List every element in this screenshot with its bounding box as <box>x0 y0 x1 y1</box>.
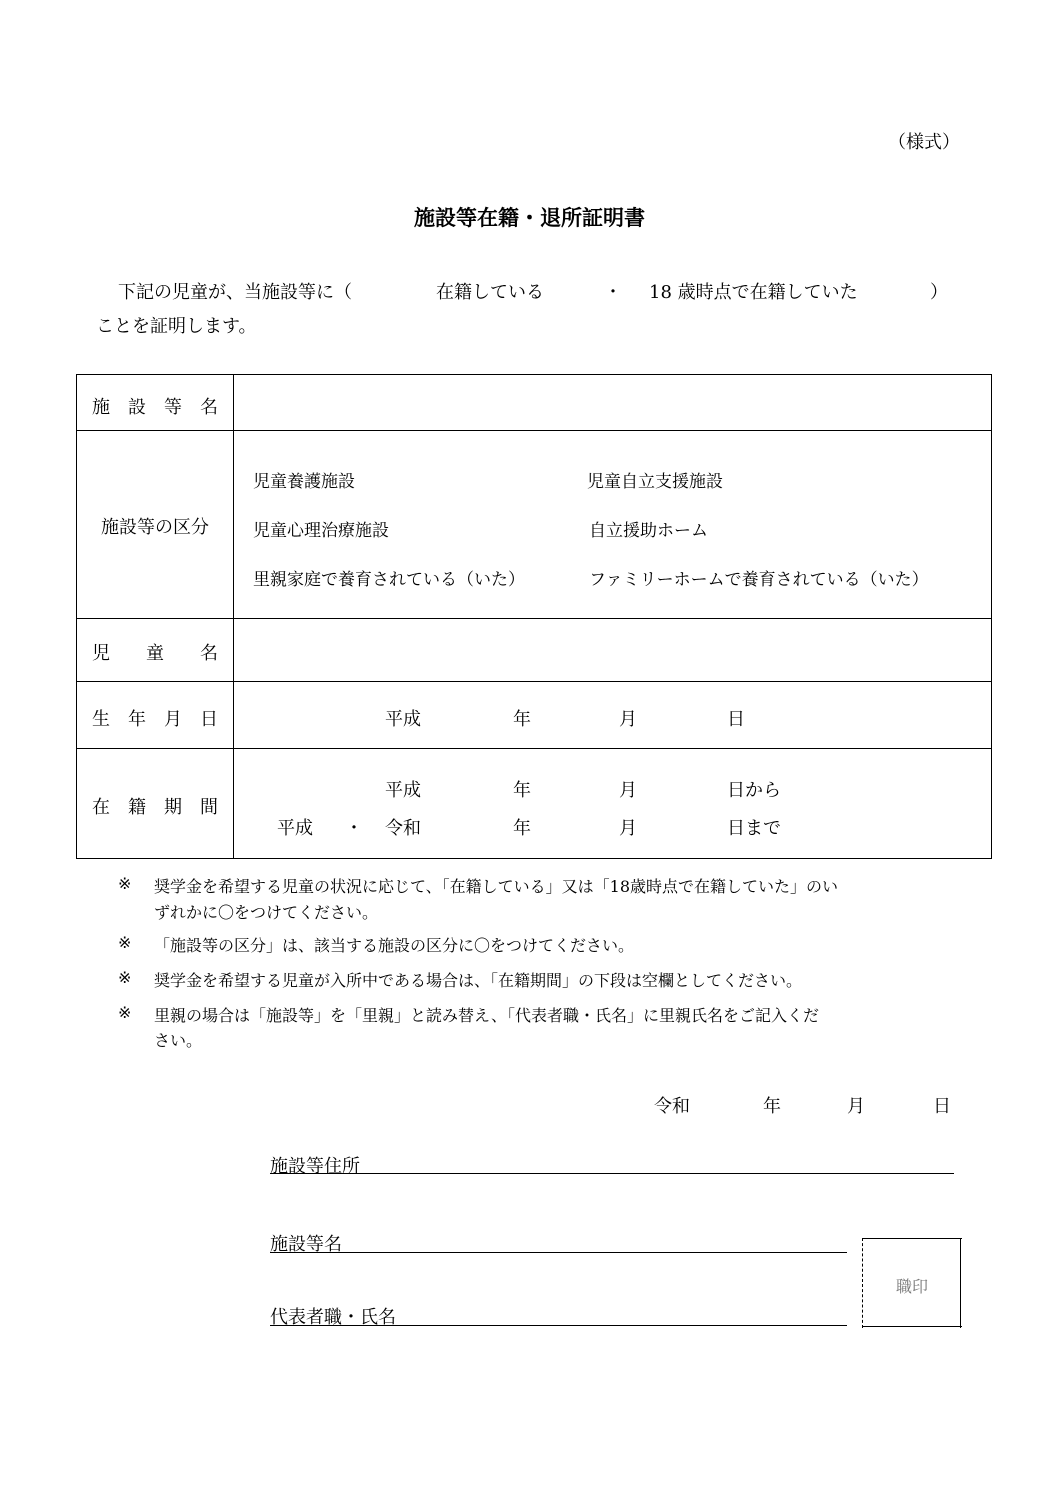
official-seal-box <box>862 1238 962 1328</box>
category-option: 児童自立支援施設 <box>587 472 723 492</box>
category-option: 児童心理治療施設 <box>253 521 389 541</box>
enroll-to-year: 年 <box>513 818 531 839</box>
category-label: 施設等の区分 <box>101 517 209 538</box>
date-year: 年 <box>763 1096 781 1117</box>
address-underline <box>270 1173 954 1174</box>
category-option: ファミリーホームで養育されている（いた） <box>589 570 929 590</box>
intro-line-2: ことを証明します。 <box>96 316 257 337</box>
note-mark: ※ <box>118 1003 132 1022</box>
birthdate-month: 月 <box>619 709 637 730</box>
birthdate-era: 平成 <box>385 709 421 730</box>
row-divider <box>77 618 991 619</box>
category-option: 里親家庭で養育されている（いた） <box>253 570 525 590</box>
intro-text: 下記の児童が、当施設等に（ <box>118 282 352 303</box>
note-text: ずれかに〇をつけてください。 <box>154 903 379 922</box>
enroll-to-separator: ・ <box>345 818 363 839</box>
note-text: さい。 <box>154 1031 203 1050</box>
seal-label: 職印 <box>895 1277 928 1296</box>
representative-underline <box>270 1325 847 1326</box>
note-text: 奨学金を希望する児童が入所中である場合は、「在籍期間」の下段は空欄としてください。 <box>154 971 803 990</box>
note-mark: ※ <box>118 874 132 893</box>
enroll-from-day: 日から <box>727 780 781 801</box>
form-style-label: （様式） <box>888 132 960 153</box>
row-divider <box>77 430 991 431</box>
row-divider <box>77 681 991 682</box>
intro-close-paren: ） <box>930 282 948 303</box>
facility-name-label: 施 設 等 名 <box>92 397 218 418</box>
enroll-from-era: 平成 <box>385 780 421 801</box>
enroll-to-era-alt: 平成 <box>277 818 313 839</box>
option-separator: ・ <box>604 282 622 303</box>
category-option: 自立援助ホーム <box>589 521 708 541</box>
birthdate-year: 年 <box>513 709 531 730</box>
note-text: 里親の場合は「施設等」を「里親」と読み替え、「代表者職・氏名」に里親氏名をご記入くだ <box>154 1006 819 1025</box>
note-mark: ※ <box>118 968 132 987</box>
date-era: 令和 <box>654 1096 690 1117</box>
child-name-label: 児 童 名 <box>92 643 218 664</box>
category-option: 児童養護施設 <box>253 472 355 492</box>
birthdate-label: 生 年 月 日 <box>92 709 218 730</box>
row-divider <box>77 748 991 749</box>
table-divider <box>233 375 234 858</box>
facility-underline <box>270 1252 847 1253</box>
facility-name-sign-label: 施設等名 <box>270 1234 342 1255</box>
representative-label: 代表者職・氏名 <box>270 1307 396 1328</box>
document-title: 施設等在籍・退所証明書 <box>414 205 645 230</box>
option-enrolled: 在籍している <box>436 282 544 303</box>
enroll-from-month: 月 <box>619 780 637 801</box>
date-day: 日 <box>933 1096 951 1117</box>
enroll-to-era: 令和 <box>385 818 421 839</box>
enroll-from-year: 年 <box>513 780 531 801</box>
enrollment-label: 在 籍 期 間 <box>92 797 218 818</box>
note-text: 「施設等の区分」は、該当する施設の区分に〇をつけてください。 <box>154 936 635 955</box>
note-text: 奨学金を希望する児童の状況に応じて、「在籍している」又は「18歳時点で在籍していた」のい <box>154 877 839 896</box>
enroll-to-month: 月 <box>619 818 637 839</box>
date-month: 月 <box>847 1096 865 1117</box>
note-mark: ※ <box>118 933 132 952</box>
enroll-to-day: 日まで <box>727 818 781 839</box>
facility-address-label: 施設等住所 <box>270 1156 360 1177</box>
certificate-table <box>76 374 992 859</box>
birthdate-day: 日 <box>727 709 745 730</box>
option-enrolled-at-18: 18 歳時点で在籍していた <box>649 282 858 303</box>
